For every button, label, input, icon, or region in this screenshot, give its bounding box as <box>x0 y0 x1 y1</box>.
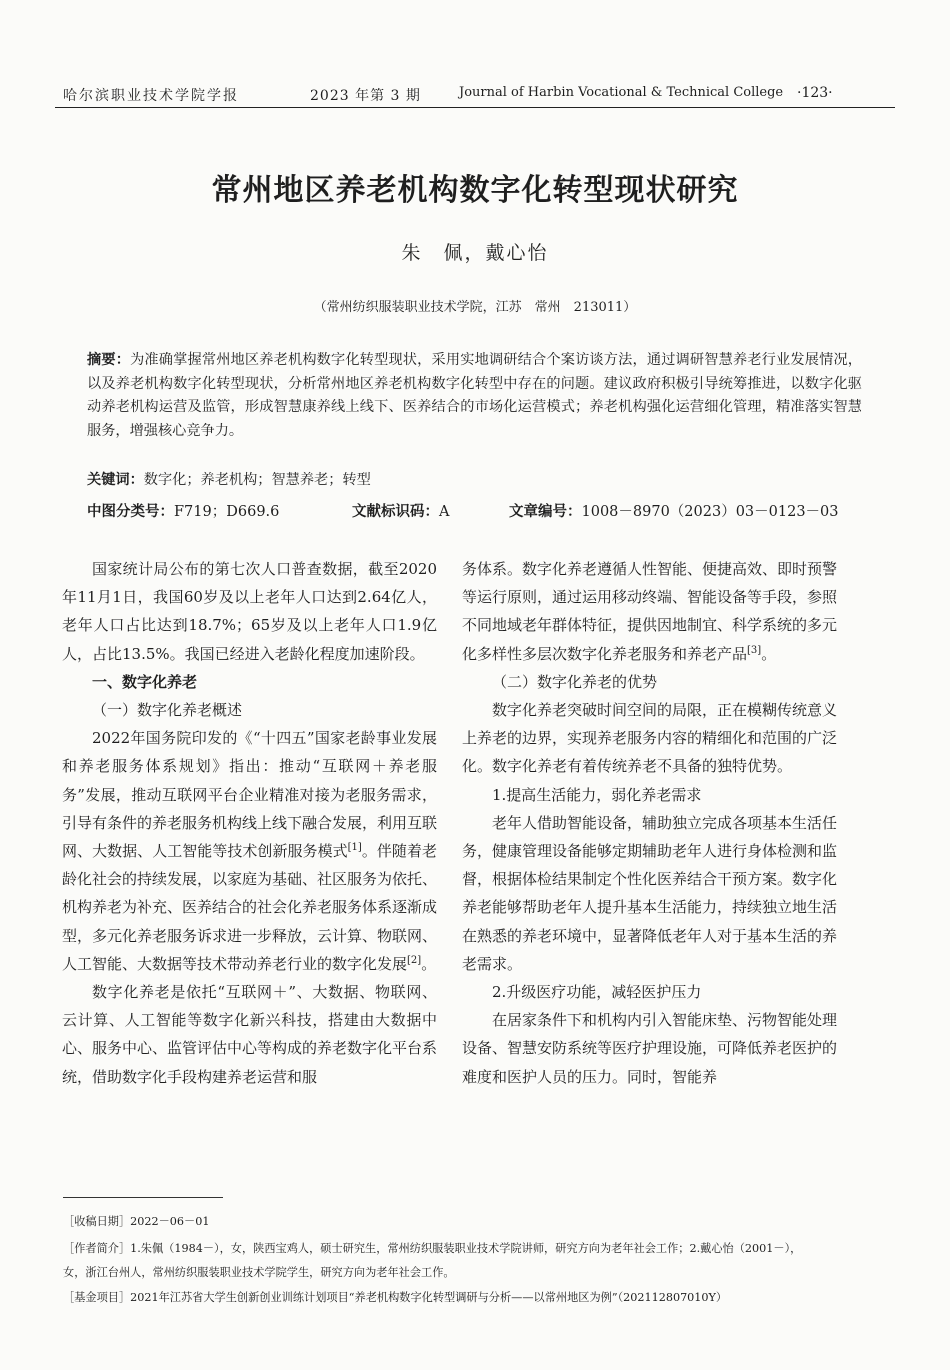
keywords <box>87 468 862 492</box>
article-number <box>509 500 839 524</box>
subsection-heading: 1.提高生活能力，弱化养老需求 <box>492 785 702 804</box>
paragraph-text: 。 <box>421 954 437 973</box>
journal-name-cn: 哈尔滨职业技术学院学报 <box>63 88 239 104</box>
citation-ref: [3] <box>747 644 762 656</box>
paragraph-text: 务体系。数字化养老遵循人性智能、便捷高效、即时预警等运行原则，通过运用移动终端、智能设备等手段，参照不同地域老年群体特征，提供因地制宜、科学系统的多元化多样性多层次数字化养老服务和养老产品 <box>462 560 838 663</box>
doc-label: 文献标识码： <box>352 504 439 520</box>
authors: 朱 佩，戴心怡 <box>401 242 549 264</box>
paragraph: 数字化养老突破时间空间的局限，正在模糊传统意义上养老的边界，实现养老服务内容的精细化和范围的广泛化。数字化养老有着传统养老不具备的独特优势。 <box>462 701 838 776</box>
keywords-label: 关键词： <box>87 472 144 488</box>
citation-ref: [1] <box>347 842 362 854</box>
section-heading: 一、数字化养老 <box>92 672 198 691</box>
footnote-divider <box>63 1197 223 1198</box>
right-column <box>462 555 837 1091</box>
journal-name-en: Journal of Harbin Vocational & Technical College <box>459 85 784 100</box>
abstract-label: 摘要： <box>87 352 131 368</box>
paragraph: 国家统计局公布的第七次人口普查数据，截至2020年11月1日，我国60岁及以上老年人口达到2.64亿人，老年人口占比达到18.7%；65岁及以上老年人口1.9亿人，占比13.5%。我国已经进入老龄化程度加速阶段。 <box>62 560 437 663</box>
subsection-heading: 2.升级医疗功能，减轻医护压力 <box>492 983 702 1002</box>
paragraph: 在居家条件下和机构内引入智能床垫、污物智能处理设备、智慧安防系统等医疗护理设施，可降低养老医护的难度和医护人员的压力。同时，智能养 <box>462 1011 838 1086</box>
doc-code <box>352 500 449 524</box>
paragraph: 数字化养老是依托“互联网＋”、大数据、物联网、云计算、人工智能等数字化新兴科技，搭建由大数据中心、服务中心、监管评估中心等构成的养老数字化平台系统，借助数字化手段构建养老运营和服 <box>62 983 438 1086</box>
subsection-heading: （一）数字化养老概述 <box>92 701 243 720</box>
paragraph-text: 2022年国务院印发的《“十四五”国家老龄事业发展和养老服务体系规划》指出：推动“互联网＋养老服务”发展，推动互联网平台企业精准对接为老服务需求，引导有条件的养老服务机构线上线下融合发展，利用互联网、大数据、人工智能等技术创新服务模式 <box>62 729 438 861</box>
paragraph <box>462 555 837 668</box>
doc-value: A <box>439 504 450 520</box>
footnote-author-intro-cont: 女，浙江台州人，常州纺织服装职业技术学院学生，研究方向为老年社会工作。 <box>63 1266 455 1279</box>
footnote-author-intro: ［作者简介］1.朱佩（1984－），女，陕西宝鸡人，硕士研究生，常州纺织服装职业技术学院讲师，研究方向为老年社会工作；2.戴心怡（2001－）， <box>63 1242 802 1255</box>
footnote-received: ［收稿日期］2022－06－01 <box>63 1215 210 1228</box>
subsection-heading: （二）数字化养老的优势 <box>492 672 658 691</box>
clc-code <box>87 500 279 524</box>
abstract <box>87 349 862 443</box>
footnote-fund: ［基金项目］2021年江苏省大学生创新创业训练计划项目“养老机构数字化转型调研与分析——以常州地区为例”（202112807010Y） <box>63 1291 728 1304</box>
paragraph-text: 。伴随着老龄化社会的持续发展，以家庭为基础、社区服务为依托、机构养老为补充、医养结合的社会化养老服务体系逐渐成型，多元化养老服务诉求进一步释放，云计算、物联网、人工智能、大数据等技术带动养老行业的数字化发展 <box>62 842 438 973</box>
paragraph <box>62 724 437 978</box>
article-value: 1008－8970（2023）03－0123－03 <box>581 504 839 520</box>
keywords-text: 数字化；养老机构；智慧养老；转型 <box>143 472 371 488</box>
left-column <box>62 555 437 1091</box>
abstract-text: 为准确掌握常州地区养老机构数字化转型现状，采用实地调研结合个案访谈方法，通过调研智慧养老行业发展情况，以及养老机构数字化转型现状，分析常州地区养老机构数字化转型中存在的问题。建议政府积极引导统筹推进，以数字化驱动养老机构运营及监管，形成智慧康养线上线下、医养结合的市场化运营模式；养老机构强化运营细化管理，精准落实智慧服务，增强核心竞争力。 <box>87 352 862 439</box>
issue-label: 2023 年第 3 期 <box>310 88 421 104</box>
running-header <box>55 83 895 108</box>
page-number: ·123· <box>797 85 833 101</box>
citation-ref: [2] <box>407 954 422 966</box>
affiliation: （常州纺织服装职业技术学院，江苏 常州 213011） <box>313 300 637 315</box>
article-label: 文章编号： <box>509 504 582 520</box>
paragraph: 老年人借助智能设备，辅助独立完成各项基本生活任务，健康管理设备能够定期辅助老年人进行身体检测和监督，根据体检结果制定个性化医养结合干预方案。数字化养老能够帮助老年人提升基本生活能力，持续独立地生活在熟悉的养老环境中，显著降低老年人对于基本生活的养老需求。 <box>462 813 838 973</box>
clc-label: 中图分类号： <box>87 504 174 520</box>
clc-value: F719；D669.6 <box>174 504 280 520</box>
page-title: 常州地区养老机构数字化转型现状研究 <box>211 173 739 208</box>
paragraph-text: 。 <box>761 644 777 663</box>
